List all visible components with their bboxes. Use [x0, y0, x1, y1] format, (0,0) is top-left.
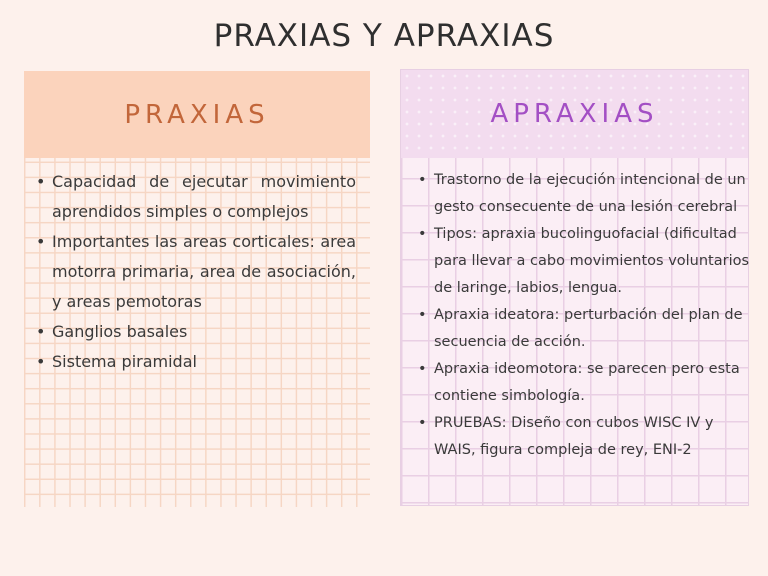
apraxias-list — [416, 167, 750, 464]
praxias-heading: PRAXIAS — [124, 99, 270, 130]
praxias-list — [34, 167, 356, 377]
list-item: • PRUEBAS: Diseño con cubos WISC IV y WAIS, figura compleja de rey, ENI-2 — [416, 410, 750, 464]
bullet-icon: • — [418, 172, 427, 188]
bullet-icon: • — [418, 226, 427, 242]
list-item: • Capacidad de ejecutar movimiento aprendidos simples o complejos — [34, 167, 356, 227]
apraxias-header — [401, 70, 748, 158]
list-item: • Apraxia ideomotora: se parecen pero esta contiene simbología. — [416, 356, 750, 410]
list-item: • Tipos: apraxia bucolinguofacial (dificultad para llevar a cabo movimientos voluntarios de laringe, labios, lengua. — [416, 221, 750, 302]
bullet-icon: • — [418, 307, 427, 323]
list-item: • Importantes las areas corticales: area motorra primaria, area de asociación, y areas pemotoras — [34, 227, 356, 317]
bullet-icon: • — [418, 361, 427, 377]
list-item: • Apraxia ideatora: perturbación del plan de secuencia de acción. — [416, 302, 750, 356]
page-title: PRAXIAS Y APRAXIAS — [213, 18, 555, 54]
praxias-header — [24, 71, 370, 158]
list-item: • Trastorno de la ejecución intencional de un gesto consecuente de una lesión cerebral — [416, 167, 750, 221]
praxias-card — [24, 71, 370, 507]
list-item: • Ganglios basales — [34, 317, 356, 347]
bullet-icon: • — [36, 172, 46, 191]
apraxias-card — [400, 69, 749, 506]
bullet-icon: • — [418, 415, 427, 431]
bullet-icon: • — [36, 322, 46, 341]
list-item: • Sistema piramidal — [34, 347, 356, 377]
apraxias-heading: APRAXIAS — [490, 99, 659, 129]
bullet-icon: • — [36, 352, 46, 371]
bullet-icon: • — [36, 232, 46, 251]
